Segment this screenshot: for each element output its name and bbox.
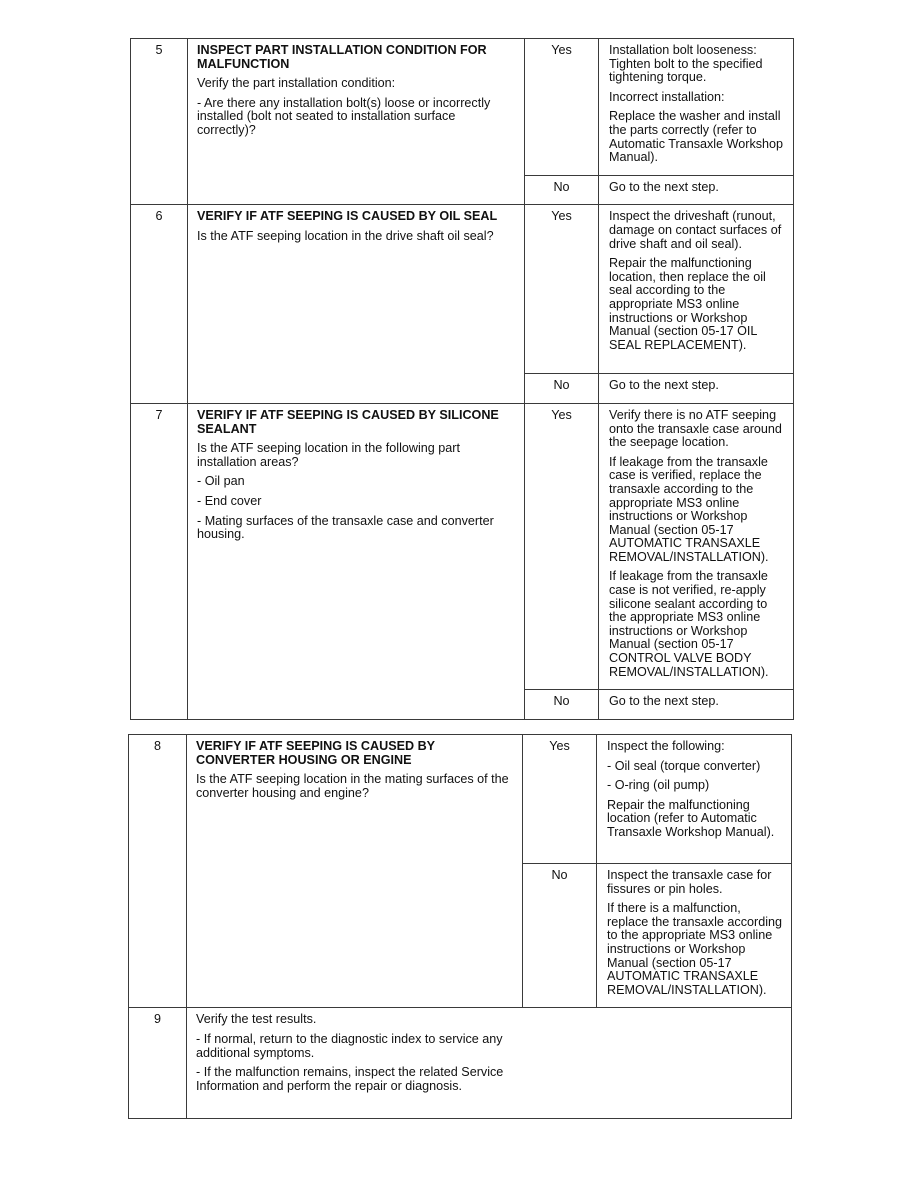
step-7-yes-label: Yes <box>525 403 599 689</box>
step-6-yes-row <box>131 205 794 374</box>
step-5-no-label: No <box>525 175 599 205</box>
step-7-inspection <box>188 403 525 719</box>
step-8-number: 8 <box>129 735 187 1008</box>
step-5-title: INSPECT PART INSTALLATION CONDITION FOR MALFUNCTION <box>197 43 487 71</box>
step-5-inspection <box>188 39 525 205</box>
step-8-no-action-1: If there is a malfunction, replace the transaxle according to the appropriate MS3 online instructions or Workshop Manual (section 05-17 AUTOMATIC TRANSAXLE REMOVAL/INSTALLATION). <box>607 901 783 997</box>
step-5-number: 5 <box>131 39 188 205</box>
step-9-inspection <box>187 1008 792 1119</box>
step-6-no-label: No <box>525 374 599 404</box>
step-7-yes-action-0: Verify there is no ATF seeping onto the transaxle case around the seepage location. <box>609 407 782 450</box>
step-7-yes-action <box>599 403 794 689</box>
step-6-no-action <box>599 374 794 404</box>
step-6-yes-action-1: Repair the malfunctioning location, then replace the oil seal according to the appropriate MS3 online instructions or Workshop Manual (section 05-17 OIL SEAL REPLACEMENT). <box>609 256 766 352</box>
step-9-question-1: - If normal, return to the diagnostic index to service any additional symptoms. <box>196 1031 503 1060</box>
step-5-no-action-0: Go to the next step. <box>609 179 719 194</box>
step-7-yes-action-1: If leakage from the transaxle case is verified, replace the transaxle according to the appropriate MS3 online instructions or Workshop Manual (section 05-17 AUTOMATIC TRANSAXLE REMOVAL/INSTALLATION). <box>609 454 769 564</box>
step-7-question-0: Is the ATF seeping location in the following part installation areas? <box>197 441 460 469</box>
step-6-yes-action-0: Inspect the driveshaft (runout, damage on contact surfaces of drive shaft and oil seal). <box>609 209 782 251</box>
step-5-yes-action-0: Installation bolt looseness: Tighten bolt to the specified tightening torque. <box>609 43 763 85</box>
step-7-no-label: No <box>525 690 599 720</box>
step-8-title: VERIFY IF ATF SEEPING IS CAUSED BY CONVERTER HOUSING OR ENGINE <box>196 739 435 767</box>
step-7-number: 7 <box>131 403 188 719</box>
step-8-question-0: Is the ATF seeping location in the mating surfaces of the converter housing and engine? <box>196 772 509 800</box>
step-7-no-action <box>599 690 794 720</box>
step-5-yes-action <box>599 39 794 176</box>
step-9-question-2: - If the malfunction remains, inspect the related Service Information and perform the repair or diagnosis. <box>196 1065 504 1093</box>
step-6-yes-action <box>599 205 794 374</box>
step-8-yes-action-2: - O-ring (oil pump) <box>607 778 710 793</box>
step-8-yes-label: Yes <box>523 735 597 864</box>
step-8-yes-action-1: - Oil seal (torque converter) <box>607 758 761 773</box>
step-7-question-1: - Oil pan <box>197 474 245 489</box>
step-8-no-label: No <box>523 864 597 1008</box>
step-8-no-action <box>597 864 792 1008</box>
step-6-yes-label: Yes <box>525 205 599 374</box>
step-9-row <box>129 1008 792 1119</box>
step-5-yes-action-1: Incorrect installation: <box>609 89 725 104</box>
step-5-question-0: Verify the part installation condition: <box>197 76 396 91</box>
step-6-question-0: Is the ATF seeping location in the drive shaft oil seal? <box>197 228 494 243</box>
step-6-no-action-0: Go to the next step. <box>609 378 719 393</box>
step-9-question-0: Verify the test results. <box>196 1012 317 1027</box>
step-5-no-action <box>599 175 794 205</box>
step-5-yes-row <box>131 39 794 176</box>
diagnostic-table-1 <box>130 38 794 720</box>
step-6-inspection <box>188 205 525 404</box>
step-9-number: 9 <box>129 1008 187 1119</box>
step-7-question-3: - Mating surfaces of the transaxle case and converter housing. <box>197 513 494 542</box>
step-7-yes-row <box>131 403 794 689</box>
step-5-yes-action-2: Replace the washer and install the parts correctly (refer to Automatic Transaxle Workshop Manual). <box>609 109 784 165</box>
step-8-inspection <box>187 735 523 1008</box>
step-8-no-action-0: Inspect the transaxle case for fissures or pin holes. <box>607 868 772 896</box>
step-5-question-1: - Are there any installation bolt(s) loose or incorrectly installed (bolt not seated to installation surface correctly)? <box>197 95 491 137</box>
step-8-yes-row <box>129 735 792 864</box>
step-8-yes-action-0: Inspect the following: <box>607 739 725 753</box>
diagnostic-table-2 <box>128 734 792 1119</box>
step-7-yes-action-2: If leakage from the transaxle case is not verified, re-apply silicone sealant according to the appropriate MS3 online instructions or Workshop Manual (section 05-17 CONTROL VALVE BODY REMOVAL/INSTALLATION). <box>609 569 769 679</box>
step-8-yes-action-3: Repair the malfunctioning location (refer to Automatic Transaxle Workshop Manual). <box>607 797 775 839</box>
step-6-title: VERIFY IF ATF SEEPING IS CAUSED BY OIL SEAL <box>197 209 498 224</box>
step-5-yes-label: Yes <box>525 39 599 176</box>
step-7-title: VERIFY IF ATF SEEPING IS CAUSED BY SILICONE SEALANT <box>197 407 499 436</box>
step-7-no-action-0: Go to the next step. <box>609 694 719 709</box>
step-7-question-2: - End cover <box>197 493 262 508</box>
step-6-number: 6 <box>131 205 188 404</box>
step-8-yes-action <box>597 735 792 864</box>
